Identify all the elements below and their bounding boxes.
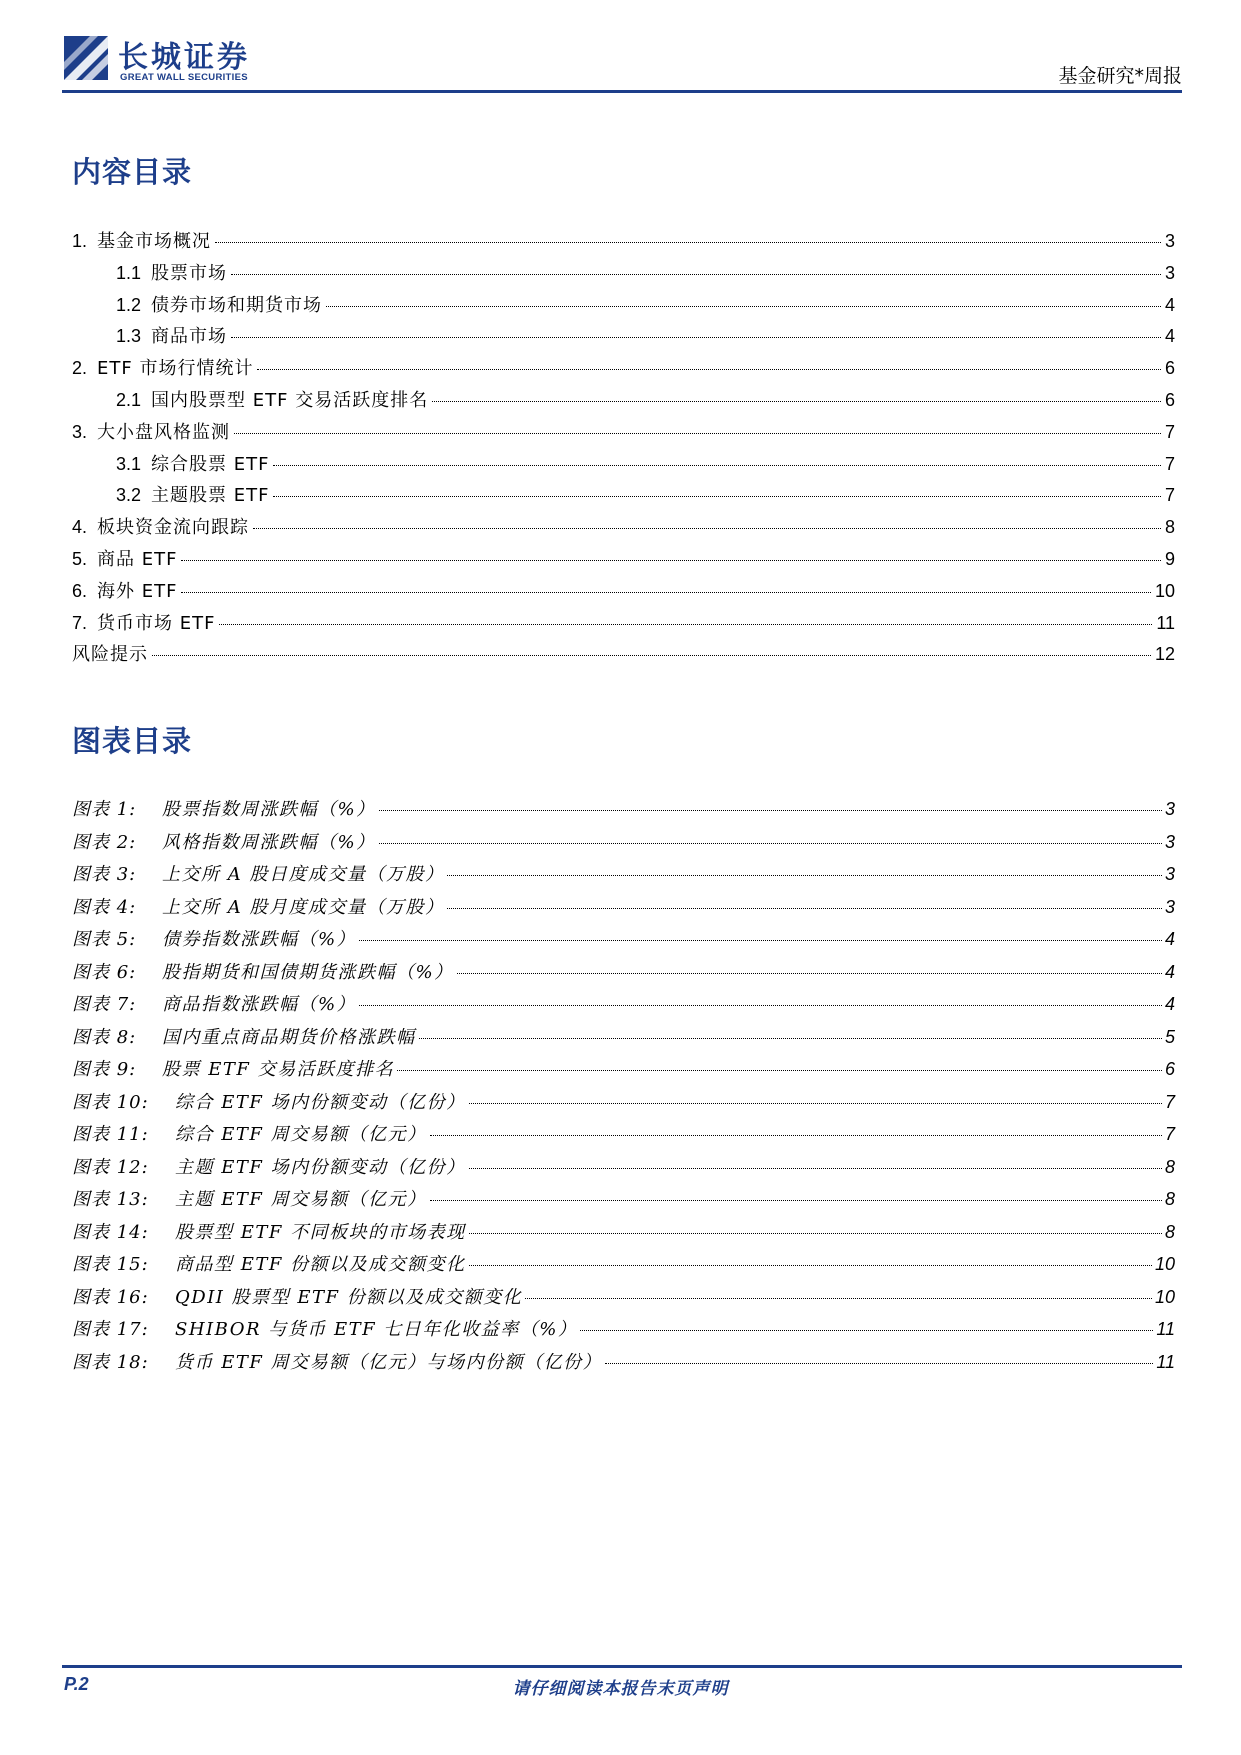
- company-logo: [62, 28, 302, 90]
- toc-entry-number: 5.: [72, 548, 88, 569]
- figure-entry-label: 图表 2:: [72, 831, 137, 853]
- dot-leader: [525, 1298, 1152, 1299]
- figure-entry-title: 主题 ETF 周交易额（亿元）: [175, 1189, 427, 1210]
- figure-entry-title: 国内重点商品期货价格涨跌幅: [162, 1026, 416, 1048]
- figure-entry-title: SHIBOR 与货币 ETF 七日年化收益率（%）: [175, 1319, 578, 1340]
- toc-entry-page: 6: [1164, 389, 1175, 410]
- dot-leader: [430, 1200, 1162, 1201]
- figure-entry-page: 4: [1164, 994, 1175, 1014]
- figure-entry-label: 图表 1:: [72, 799, 137, 820]
- figure-entry-page: 8: [1164, 1221, 1175, 1242]
- toc-entry-title: 商品 ETF: [97, 548, 178, 570]
- toc-entry-title: 海外 ETF: [97, 580, 178, 602]
- figure-entry-title: QDII 股票型 ETF 份额以及成交额变化: [175, 1286, 523, 1308]
- figure-entry-page: 8: [1164, 1189, 1175, 1209]
- toc-entry-page: 3: [1164, 231, 1175, 251]
- toc-entry[interactable]: [72, 354, 1175, 386]
- dot-leader: [469, 1233, 1162, 1234]
- toc-entry-number: 1.1: [116, 262, 142, 283]
- toc-entry[interactable]: [72, 291, 1175, 323]
- toc-entry-number: 6.: [72, 580, 88, 601]
- dot-leader: [379, 810, 1162, 811]
- dot-leader: [457, 973, 1162, 974]
- figure-entry-label: 图表 8:: [72, 1026, 137, 1048]
- figure-entry-page: 11: [1156, 1351, 1175, 1372]
- figure-entry-title: 综合 ETF 场内份额变动（亿份）: [175, 1091, 466, 1113]
- toc-entry-title: 大小盘风格监测: [97, 421, 231, 443]
- dot-leader: [231, 337, 1161, 338]
- toc-entry-page: 10: [1154, 580, 1175, 601]
- dot-leader: [359, 1005, 1162, 1006]
- figure-entry-title: 综合 ETF 周交易额（亿元）: [175, 1124, 427, 1145]
- dot-leader: [432, 401, 1161, 402]
- toc-entry-title: 基金市场概况: [97, 231, 212, 252]
- figure-entry[interactable]: [72, 925, 1175, 958]
- figure-entry-title: 风格指数周涨跌幅（%）: [162, 831, 376, 853]
- toc-entry-page: 4: [1164, 326, 1175, 347]
- toc-entry-number: 3.1: [116, 453, 142, 474]
- figure-entry-page: 8: [1164, 1156, 1175, 1177]
- toc-entry-number: 3.2: [116, 485, 142, 506]
- figure-entry[interactable]: [72, 1088, 1175, 1121]
- list-of-figures: [72, 795, 1175, 1380]
- toc-entry-title: 板块资金流向跟踪: [97, 517, 250, 539]
- toc-entry-number: 7.: [72, 612, 88, 633]
- figure-entry-label: 图表 6:: [72, 961, 137, 983]
- figure-entry[interactable]: [72, 1315, 1175, 1348]
- figure-entry-label: 图表 5:: [72, 929, 137, 950]
- figure-entry-title: 主题 ETF 场内份额变动（亿份）: [175, 1156, 466, 1178]
- figure-entry-page: 6: [1164, 1059, 1175, 1079]
- page-header: [62, 28, 1182, 94]
- figure-entry[interactable]: [72, 1218, 1175, 1251]
- figure-entry-title: 上交所 A 股月度成交量（万股）: [162, 896, 445, 918]
- figure-entry[interactable]: [72, 1185, 1175, 1218]
- figure-entry[interactable]: [72, 958, 1175, 991]
- figure-entry-page: 10: [1154, 1254, 1175, 1274]
- figure-entry-title: 股票指数周涨跌幅（%）: [162, 799, 376, 820]
- toc-entry-page: 7: [1164, 453, 1175, 474]
- figure-entry-label: 图表 15:: [72, 1254, 149, 1275]
- toc-entry[interactable]: [72, 227, 1175, 259]
- toc-entry[interactable]: [72, 450, 1175, 482]
- toc-entry-title: 货币市场 ETF: [97, 612, 216, 634]
- dot-leader: [419, 1038, 1162, 1039]
- dot-leader: [181, 592, 1151, 593]
- toc-entry-title: ETF 市场行情统计: [97, 358, 254, 380]
- toc-entry[interactable]: [72, 481, 1175, 513]
- figure-entry[interactable]: [72, 795, 1175, 828]
- great-wall-logo-icon: [62, 34, 110, 82]
- toc-entry-page: 8: [1164, 517, 1175, 538]
- toc-entry-number: 1.3: [116, 326, 142, 347]
- dot-leader: [469, 1265, 1152, 1266]
- dot-leader: [447, 908, 1162, 909]
- toc-entry-page: 3: [1164, 262, 1175, 283]
- figure-entry-page: 7: [1164, 1124, 1175, 1144]
- dot-leader: [580, 1330, 1153, 1331]
- dot-leader: [257, 369, 1161, 370]
- toc-entry-title: 主题股票 ETF: [151, 485, 270, 507]
- figures-heading: 图表目录: [72, 724, 193, 758]
- figure-entry-label: 图表 14:: [72, 1221, 149, 1243]
- toc-entry-number: 4.: [72, 517, 88, 538]
- dot-leader: [326, 306, 1161, 307]
- figure-entry[interactable]: [72, 1348, 1175, 1381]
- toc-entry-page: 11: [1156, 612, 1175, 633]
- figure-entry[interactable]: [72, 860, 1175, 893]
- dot-leader: [379, 843, 1162, 844]
- toc-entry[interactable]: [72, 577, 1175, 609]
- dot-leader: [273, 496, 1161, 497]
- figure-entry[interactable]: [72, 1055, 1175, 1088]
- figure-entry-page: 4: [1164, 929, 1175, 949]
- figure-entry-label: 图表 11:: [72, 1124, 149, 1145]
- toc-entry-page: 7: [1164, 421, 1175, 442]
- toc-entry-page: 6: [1164, 358, 1175, 379]
- dot-leader: [253, 528, 1161, 529]
- report-type: 基金研究*周报: [1058, 65, 1182, 87]
- figure-entry-title: 债券指数涨跌幅（%）: [162, 929, 357, 950]
- dot-leader: [273, 465, 1161, 466]
- toc-entry-title: 商品市场: [151, 326, 228, 348]
- dot-leader: [447, 875, 1162, 876]
- dot-leader: [152, 655, 1151, 656]
- figure-entry-label: 图表 4:: [72, 896, 137, 918]
- toc-entry-number: 3.: [72, 421, 88, 442]
- dot-leader: [397, 1070, 1162, 1071]
- dot-leader: [605, 1363, 1153, 1364]
- page-number: P.2: [64, 1674, 89, 1694]
- figure-entry-page: 3: [1164, 831, 1175, 852]
- toc-entry[interactable]: [72, 640, 1175, 672]
- toc-entry-number: 2.1: [116, 389, 142, 410]
- dot-leader: [359, 940, 1162, 941]
- figure-entry-label: 图表 10:: [72, 1091, 149, 1113]
- figure-entry[interactable]: [72, 990, 1175, 1023]
- figure-entry-label: 图表 7:: [72, 994, 137, 1015]
- figure-entry-label: 图表 3:: [72, 864, 137, 885]
- figure-entry[interactable]: [72, 1283, 1175, 1316]
- dot-leader: [234, 433, 1161, 434]
- toc-entry[interactable]: [72, 418, 1175, 450]
- toc-entry-title: 债券市场和期货市场: [151, 294, 323, 316]
- logo-english-name: GREAT WALL SECURITIES: [120, 72, 248, 83]
- figure-entry-page: 4: [1164, 961, 1175, 982]
- figure-entry-title: 股票 ETF 交易活跃度排名: [162, 1059, 395, 1080]
- table-of-contents: [72, 227, 1175, 672]
- toc-entry[interactable]: [72, 609, 1175, 641]
- toc-entry-number: 1.2: [116, 294, 142, 315]
- figure-entry-title: 股票型 ETF 不同板块的市场表现: [175, 1221, 466, 1243]
- figure-entry-title: 商品型 ETF 份额以及成交额变化: [175, 1254, 466, 1275]
- figure-entry[interactable]: [72, 828, 1175, 861]
- figure-entry-page: 10: [1154, 1286, 1175, 1307]
- toc-entry[interactable]: [72, 513, 1175, 545]
- figure-entry-page: 3: [1164, 864, 1175, 884]
- logo-name: 长城证券: [118, 40, 250, 75]
- figure-entry-label: 图表 18:: [72, 1351, 149, 1373]
- figure-entry[interactable]: [72, 1250, 1175, 1283]
- toc-entry-page: 12: [1154, 644, 1175, 665]
- figure-entry-label: 图表 13:: [72, 1189, 149, 1210]
- toc-entry[interactable]: [72, 259, 1175, 291]
- header-divider: [62, 90, 1182, 93]
- dot-leader: [219, 624, 1152, 625]
- figure-entry[interactable]: [72, 1120, 1175, 1153]
- toc-entry-page: 4: [1164, 294, 1175, 315]
- figure-entry-title: 股指期货和国债期货涨跌幅（%）: [162, 961, 454, 983]
- figure-entry-label: 图表 17:: [72, 1319, 149, 1340]
- figure-entry-label: 图表 9:: [72, 1059, 137, 1080]
- footer-divider: [62, 1665, 1182, 1668]
- toc-entry-page: 9: [1164, 548, 1175, 569]
- figure-entry-page: 5: [1164, 1026, 1175, 1047]
- toc-entry-number: 1.: [72, 231, 88, 251]
- toc-entry[interactable]: [72, 322, 1175, 354]
- toc-entry-title: 国内股票型 ETF 交易活跃度排名: [151, 389, 429, 411]
- figure-entry-label: 图表 12:: [72, 1156, 149, 1178]
- figure-entry[interactable]: [72, 1023, 1175, 1056]
- toc-entry-title: 股票市场: [151, 262, 228, 284]
- toc-entry-number: 2.: [72, 358, 88, 379]
- figure-entry-page: 3: [1164, 799, 1175, 819]
- figure-entry[interactable]: [72, 1153, 1175, 1186]
- toc-entry-title: 风险提示: [72, 644, 148, 666]
- toc-heading: 内容目录: [72, 155, 193, 189]
- toc-entry[interactable]: [72, 545, 1175, 577]
- toc-entry-title: 综合股票 ETF: [151, 453, 270, 475]
- figure-entry-title: 商品指数涨跌幅（%）: [162, 994, 357, 1015]
- dot-leader: [469, 1168, 1162, 1169]
- dot-leader: [430, 1135, 1162, 1136]
- dot-leader: [215, 242, 1161, 243]
- dot-leader: [231, 274, 1161, 275]
- figure-entry-title: 货币 ETF 周交易额（亿元）与场内份额（亿份）: [175, 1351, 603, 1373]
- toc-entry[interactable]: [72, 386, 1175, 418]
- dot-leader: [469, 1103, 1162, 1104]
- figure-entry-page: 7: [1164, 1091, 1175, 1112]
- figure-entry-page: 3: [1164, 896, 1175, 917]
- figure-entry[interactable]: [72, 893, 1175, 926]
- toc-entry-page: 7: [1164, 485, 1175, 506]
- figure-entry-title: 上交所 A 股日度成交量（万股）: [162, 864, 445, 885]
- figure-entry-page: 11: [1156, 1319, 1175, 1339]
- dot-leader: [181, 560, 1161, 561]
- footer-disclaimer: 请仔细阅读本报告末页声明: [512, 1679, 729, 1699]
- figure-entry-label: 图表 16:: [72, 1286, 149, 1308]
